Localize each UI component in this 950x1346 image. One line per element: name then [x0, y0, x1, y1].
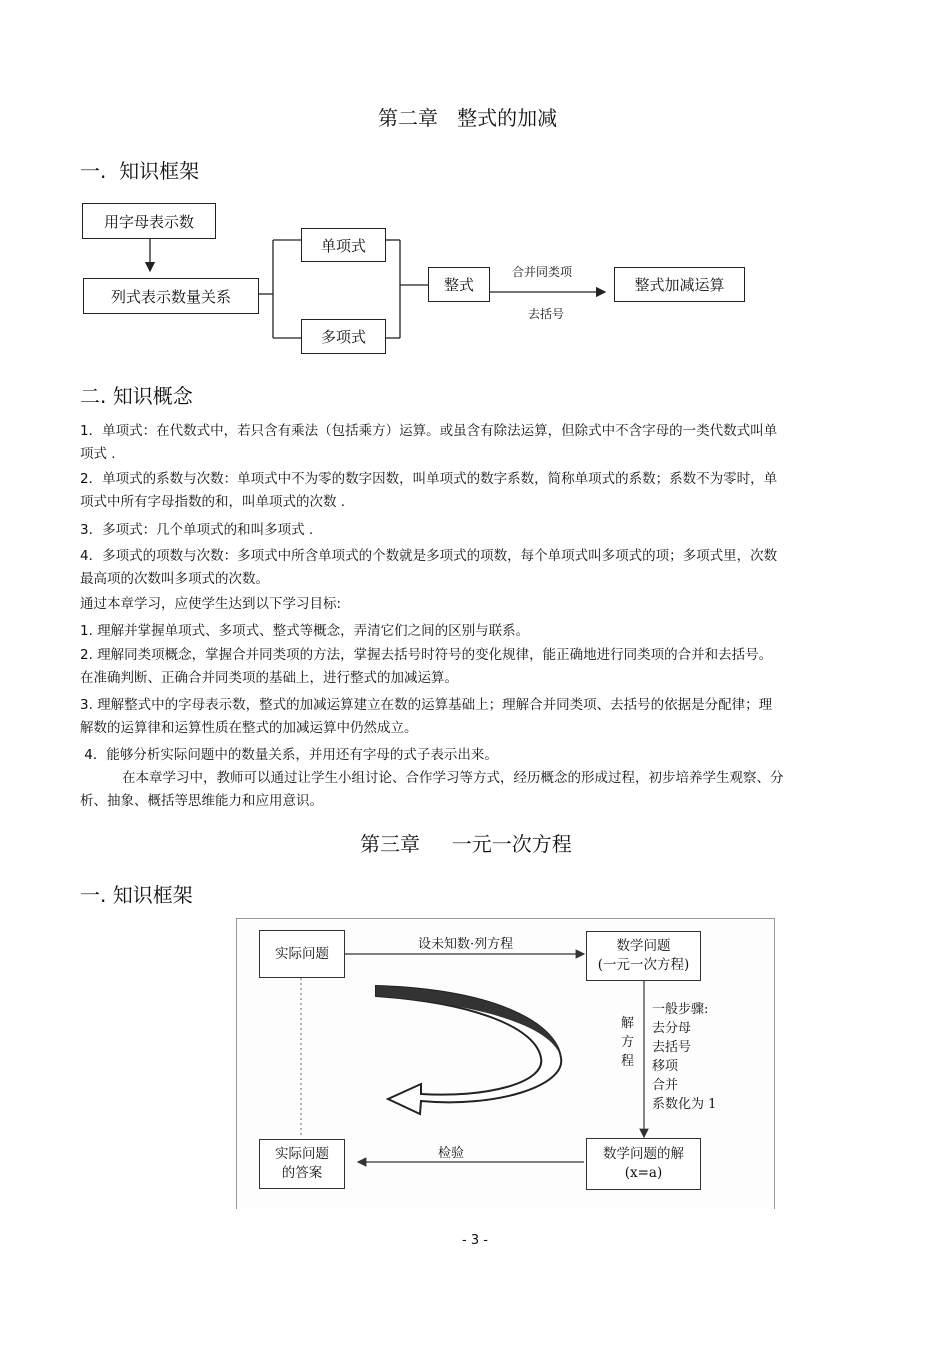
goal-4: 4．能够分析实际问题中的数量关系，并用还有字母的式子表示出来。	[80, 747, 498, 763]
step-coefficient: 系数化为 1	[652, 1097, 717, 1112]
chapter3-title: 第三章 一元一次方程	[360, 832, 572, 856]
steps-heading: 一般步骤:	[652, 1002, 709, 1017]
label-solve-char-3: 程	[621, 1054, 635, 1069]
step-brackets: 去括号	[652, 1040, 692, 1055]
step-transpose: 移项	[652, 1059, 679, 1074]
concept-paragraph-1: 1．单项式：在代数式中，若只含有乘法（包括乘方）运算。或虽含有除法运算，但除式中不含字母的一类代数式叫单项式 .	[80, 423, 778, 462]
teaching-note: 在本章学习中，教师可以通过让学生小组讨论、合作学习等方式，经历概念的形成过程，初步培养学生观察、分析、抽象、概括等思维能力和应用意识。	[80, 770, 784, 809]
box-integral-addsub: 整式加减运算	[614, 267, 745, 302]
box-math-problem-line2: (一元一次方程)	[597, 957, 690, 973]
step-combine: 合并	[652, 1078, 679, 1093]
concept-paragraph-3: 3．多项式：几个单项式的和叫多项式 .	[80, 522, 314, 538]
goal-1: 1. 理解并掌握单项式、多项式、整式等概念，弄清它们之间的区别与联系。	[80, 623, 530, 639]
box-integral-expression: 整式	[428, 267, 490, 302]
chapter3-framework-heading: 一. 知识框架	[80, 883, 193, 907]
box-math-problem-line1: 数学问题	[616, 938, 671, 954]
chapter2-concepts-heading: 二. 知识概念	[80, 384, 193, 408]
goal-3: 3. 理解整式中的字母表示数，整式的加减运算建立在数的运算基础上；理解合并同类项、去括号的依据是分配律；理解数的运算律和运算性质在整式的加减运算中仍然成立。	[80, 697, 773, 736]
label-combine-like-terms: 合并同类项	[512, 265, 573, 279]
box-real-answer-line2: 的答案	[281, 1165, 323, 1181]
label-solve-equation	[621, 1014, 637, 1071]
step-denominator: 去分母	[652, 1021, 692, 1036]
box-polynomial: 多项式	[301, 319, 386, 354]
box-expression-relations: 列式表示数量关系	[83, 278, 259, 314]
chapter2-title: 第二章 整式的加减	[378, 106, 558, 130]
label-solve-char-1: 解	[621, 1016, 635, 1031]
label-check: 检验	[438, 1146, 465, 1161]
goal-2: 2. 理解同类项概念，掌握合并同类项的方法，掌握去括号时符号的变化规律，能正确地进行同类项的合并和去括号。在准确判断、正确合并同类项的基础上，进行整式的加减运算。	[80, 647, 773, 686]
chapter2-framework-heading: 一. 知识框架	[80, 159, 200, 183]
concept-paragraph-4: 4．多项式的项数与次数：多项式中所含单项式的个数就是多项式的项数，每个单项式叫多项式的项；多项式里，次数最高项的次数叫多项式的次数。	[80, 548, 778, 587]
box-real-answer-line1: 实际问题	[275, 1146, 329, 1162]
label-set-unknown: 设未知数·列方程	[418, 937, 514, 952]
box-math-solution	[586, 1138, 701, 1190]
box-letters-represent-numbers: 用字母表示数	[82, 203, 216, 239]
goals-intro: 通过本章学习，应使学生达到以下学习目标:	[80, 596, 342, 612]
box-math-solution-line2: (x=a)	[624, 1165, 663, 1181]
page-number: - 3 -	[462, 1233, 488, 1248]
box-real-answer	[259, 1139, 345, 1189]
box-real-problem: 实际问题	[259, 930, 345, 978]
label-solve-char-2: 方	[621, 1035, 635, 1050]
box-math-problem	[586, 931, 701, 981]
concept-paragraph-2: 2．单项式的系数与次数：单项式中不为零的数字因数，叫单项式的数字系数，简称单项式的系数；系数不为零时，单项式中所有字母指数的和，叫单项式的次数 .	[80, 471, 778, 510]
box-math-solution-line1: 数学问题的解	[603, 1146, 684, 1162]
label-remove-brackets: 去括号	[528, 307, 565, 321]
general-steps-list	[652, 1000, 716, 1114]
box-monomial: 单项式	[301, 228, 386, 262]
